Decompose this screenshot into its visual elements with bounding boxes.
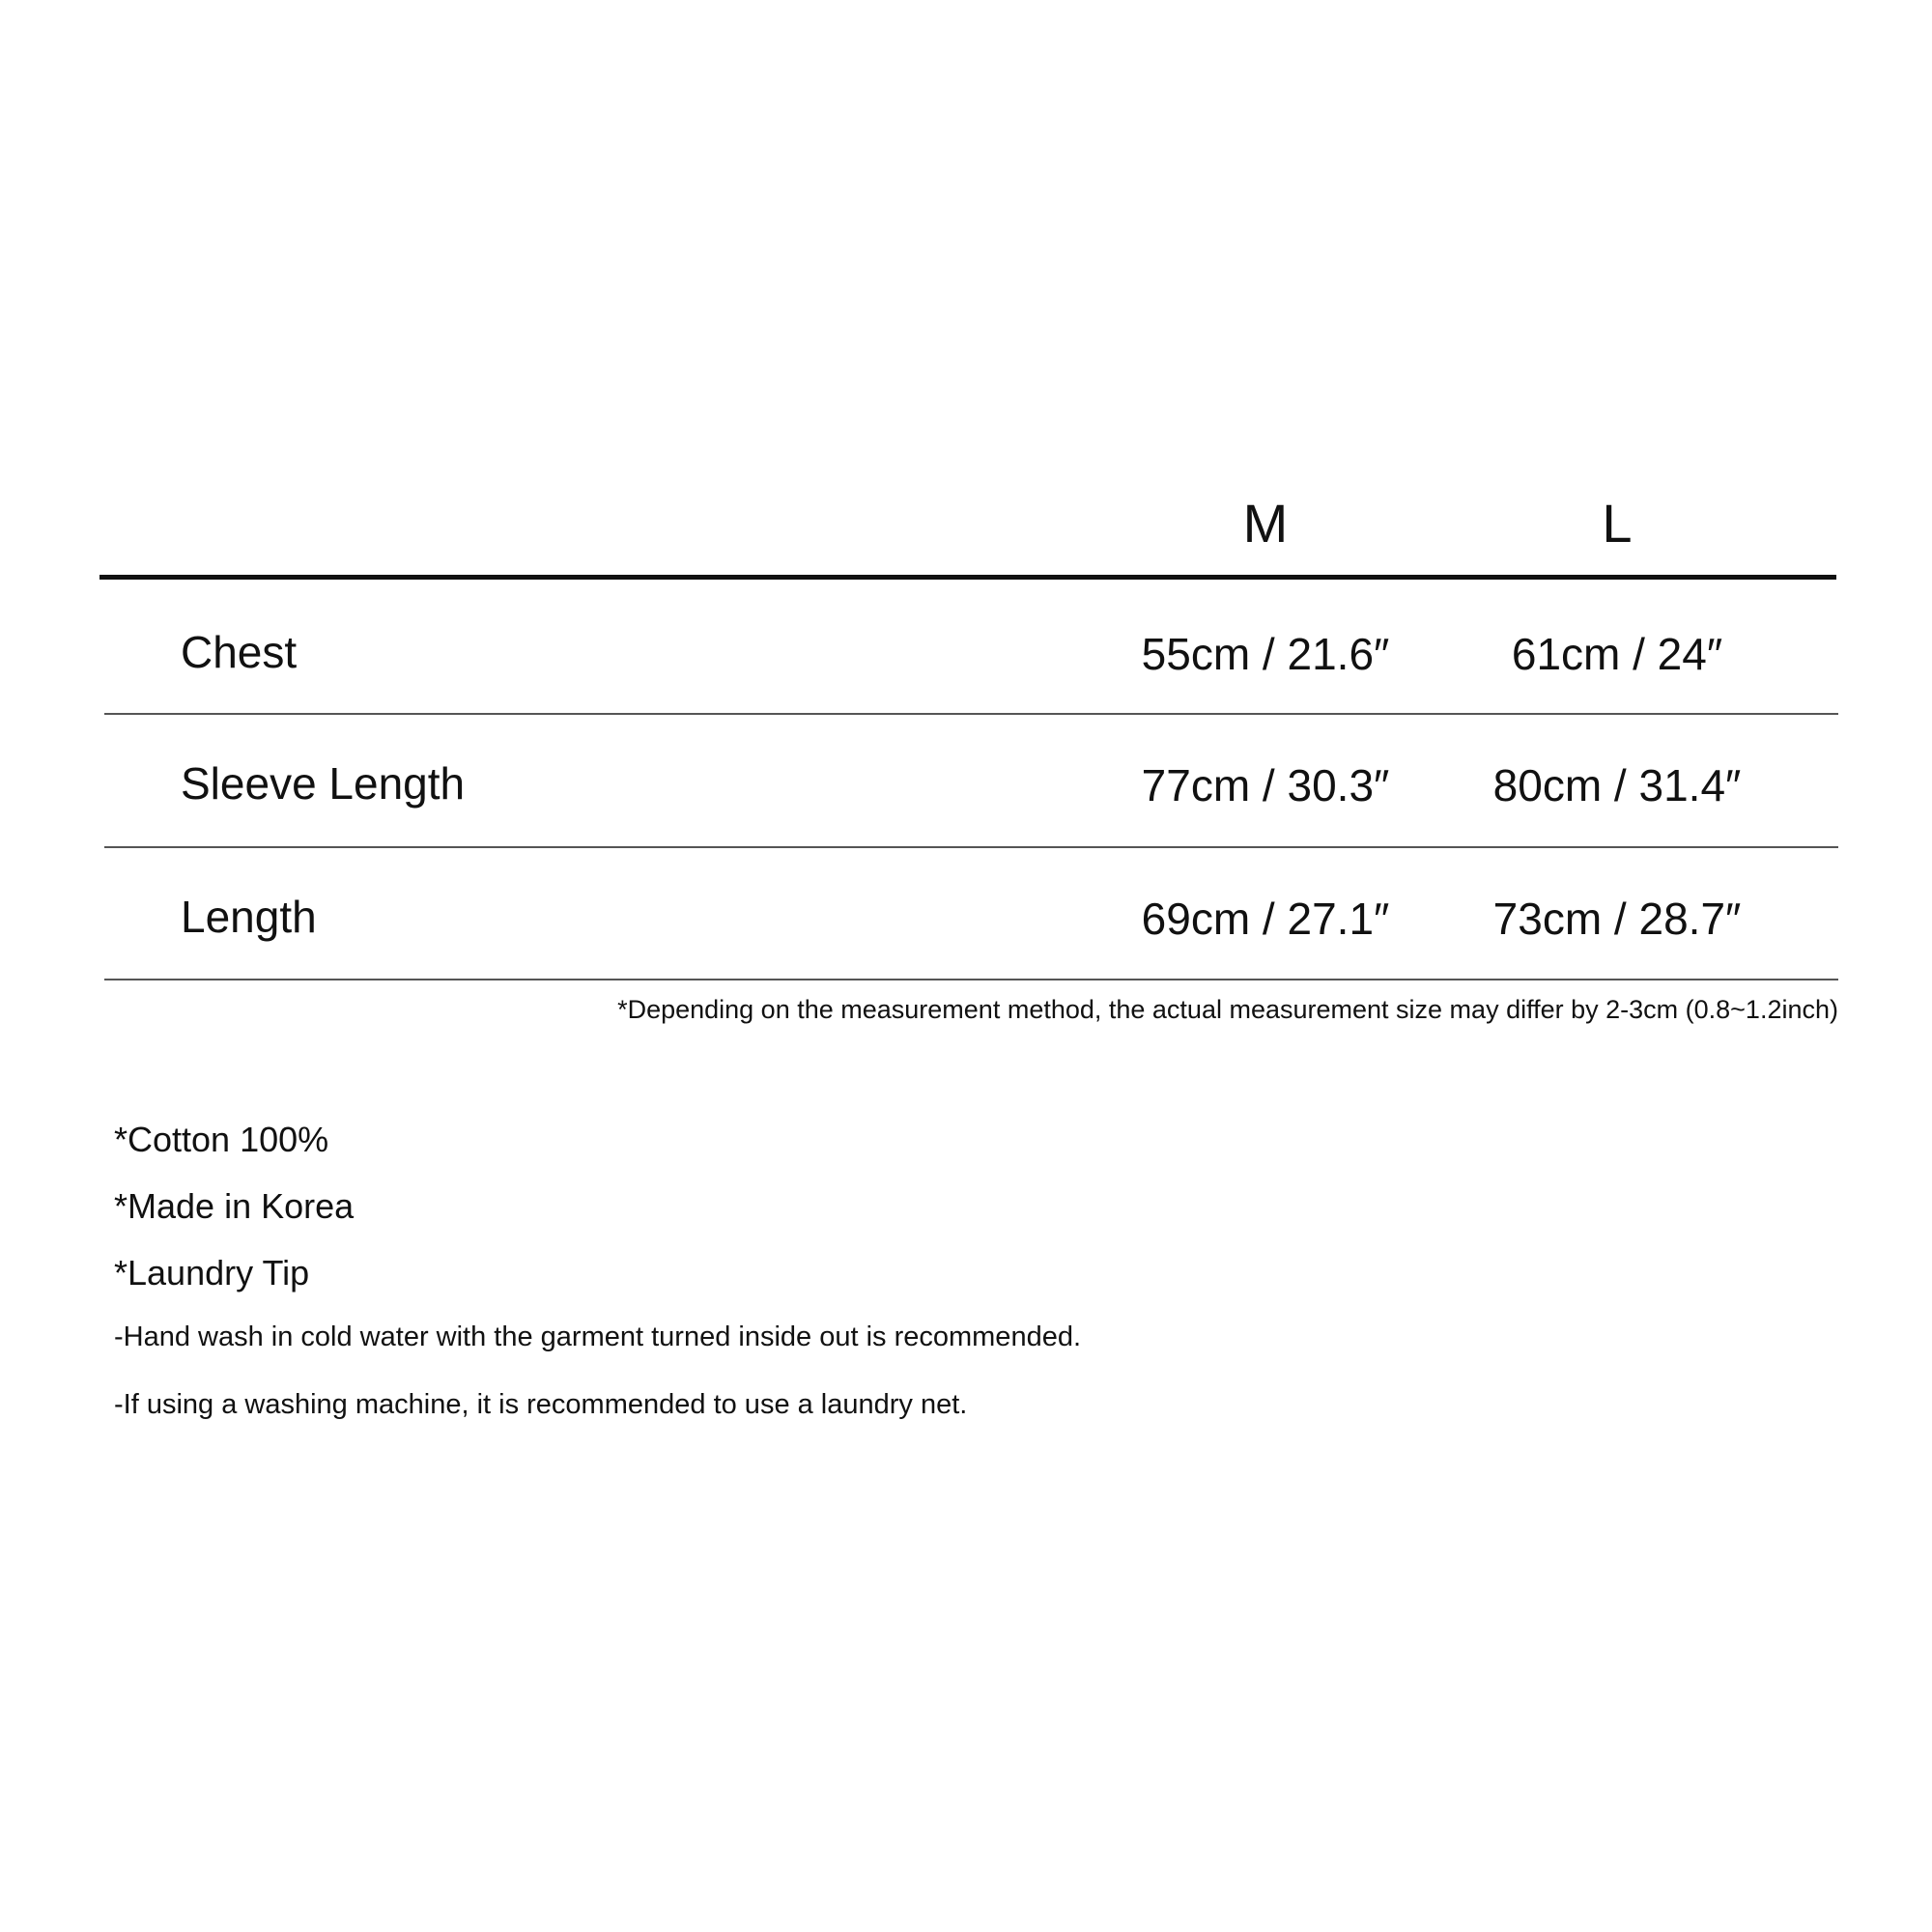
laundry-tip-title: *Laundry Tip (114, 1253, 310, 1293)
cell-length-l: 73cm / 28.7″ (1492, 894, 1742, 944)
cell-sleeve-length-l: 80cm / 31.4″ (1492, 760, 1742, 810)
size-header-m: M (1242, 493, 1289, 554)
measurement-footnote: *Depending on the measurement method, the actual measurement size may differ by 2-3cm (0.8~1.2inch) (617, 995, 1838, 1024)
header-divider (99, 575, 1836, 580)
row-divider (104, 979, 1838, 980)
size-header-l: L (1602, 493, 1633, 554)
cell-chest-l: 61cm / 24″ (1511, 629, 1723, 679)
row-divider (104, 713, 1838, 715)
material-note: *Cotton 100% (114, 1120, 329, 1159)
row-label-chest: Chest (181, 627, 298, 677)
row-label-sleeve-length: Sleeve Length (181, 758, 466, 809)
laundry-tip-item: -If using a washing machine, it is recommended to use a laundry net. (114, 1389, 968, 1420)
cell-chest-m: 55cm / 21.6″ (1141, 629, 1390, 679)
origin-note: *Made in Korea (114, 1186, 355, 1226)
row-label-length: Length (181, 892, 317, 942)
cell-length-m: 69cm / 27.1″ (1141, 894, 1390, 944)
laundry-tip-item: -Hand wash in cold water with the garment turned inside out is recommended. (114, 1321, 1082, 1352)
row-divider (104, 846, 1838, 848)
cell-sleeve-length-m: 77cm / 30.3″ (1141, 760, 1390, 810)
